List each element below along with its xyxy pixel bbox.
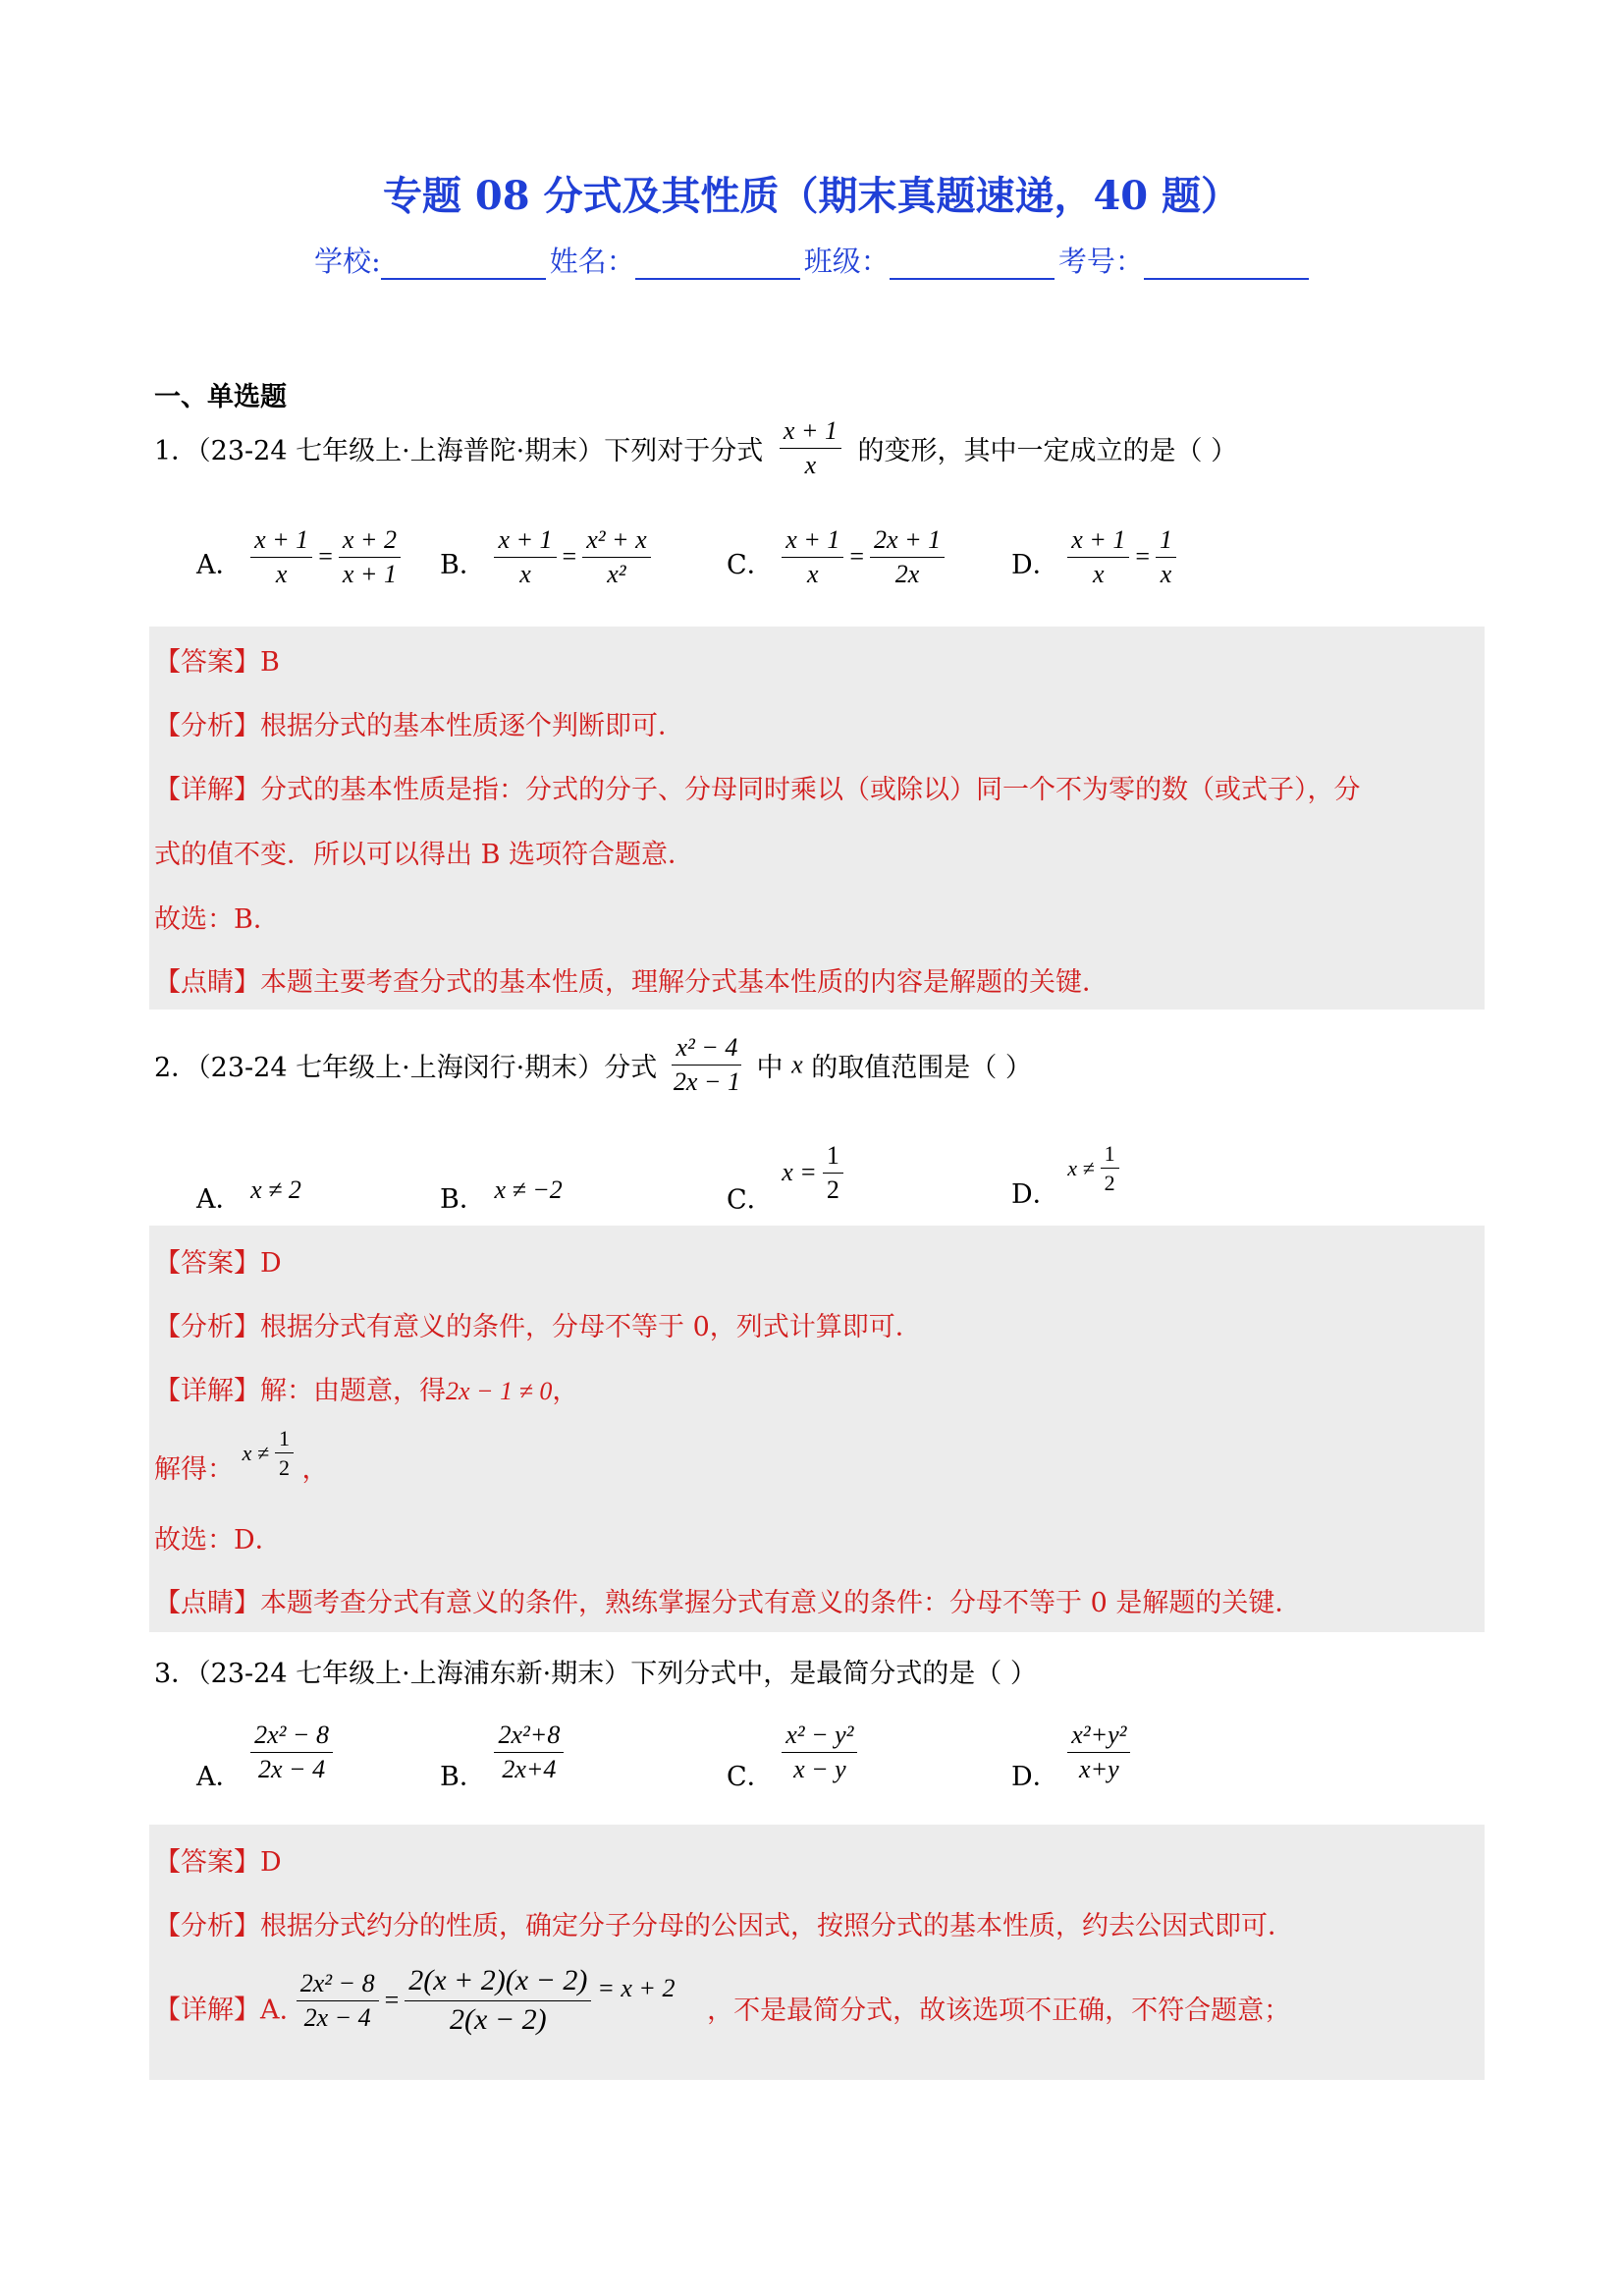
q2-option-d[interactable] (1011, 1141, 1119, 1211)
equals-sign: = (849, 542, 865, 572)
frac-num: 2x² − 8 (250, 1721, 333, 1753)
q2-prefix: 2．（23-24 七年级上·上海闵行·期末）分式 (154, 1052, 658, 1083)
fraction (250, 525, 312, 589)
q2-stem-fraction (670, 1033, 744, 1097)
q2-answer-box (149, 1226, 1485, 1632)
q2-detail-expr: 2x − 1 ≠ 0 (446, 1377, 553, 1405)
q3-option-a-label: A． (196, 1761, 243, 1792)
frac-den: x + 1 (342, 559, 397, 588)
q1-option-c-label: C． (727, 550, 774, 580)
equals-sign: = (562, 542, 577, 572)
frac-num: x² + x (582, 525, 650, 558)
q2-solve-lhs: x ≠ (242, 1440, 269, 1465)
frac-num: x + 1 (494, 525, 556, 558)
q2-solve-prefix: 解得： (154, 1453, 234, 1485)
q2-option-c-expr (782, 1141, 843, 1205)
frac-den: x (807, 559, 819, 588)
q1-option-b-label: B． (440, 550, 486, 580)
frac-num: 2x²+8 (494, 1721, 564, 1753)
q1-option-d-expr (1067, 525, 1176, 589)
frac-den: 2 (1104, 1171, 1115, 1196)
q3-analysis: 【分析】根据分式约分的性质，确定分子分母的公因式，按照分式的基本性质，约去公因式即可． (154, 1911, 1294, 1941)
q2-option-b[interactable] (440, 1175, 563, 1216)
q3-option-b[interactable] (440, 1721, 564, 1793)
q3-option-c-fraction (782, 1721, 857, 1784)
q2-option-d-expr (1067, 1141, 1118, 1196)
frac-num: 1 (823, 1141, 843, 1174)
q2-option-a-expr: x ≠ 2 (250, 1175, 301, 1204)
q2-option-b-label: B． (440, 1184, 486, 1215)
q1-suffix: 的变形，其中一定成立的是（ ） (857, 435, 1238, 466)
q3-option-d-fraction (1067, 1721, 1130, 1784)
frac-num: 2(x + 2)(x − 2) (405, 1964, 591, 2001)
q2-solve-suffix: ， (301, 1453, 329, 1485)
fraction (1101, 1141, 1119, 1196)
q3-option-a[interactable] (196, 1721, 333, 1793)
q1-option-d[interactable] (1011, 524, 1176, 589)
frac-den: 2 (278, 1455, 290, 1481)
q2-solve-expr (243, 1426, 294, 1481)
q1-detail-line1: 【详解】分式的基本性质是指：分式的分子、分母同时乘以（或除以）同一个不为零的数（或式子），分 (154, 775, 1361, 805)
frac-den: x (275, 559, 288, 588)
student-info-line (314, 240, 1313, 280)
name-label: 姓名： (549, 245, 635, 278)
q3-option-a-fraction (250, 1721, 333, 1784)
equals-sign: = (318, 542, 333, 572)
q3-option-c[interactable] (727, 1721, 857, 1793)
q3-stem: 3．（23-24 七年级上·上海浦东新·期末）下列分式中，是最简分式的是（ ） (154, 1659, 1037, 1689)
q1-option-b[interactable] (440, 524, 651, 589)
frac-den: x − y (793, 1754, 846, 1783)
q1-option-d-label: D． (1011, 550, 1059, 580)
equals-sign: = (1135, 542, 1151, 572)
fraction (275, 1426, 294, 1481)
frac-num: 1 (1156, 525, 1176, 558)
fraction (1156, 525, 1176, 589)
frac-num: x²+y² (1067, 1721, 1130, 1753)
fraction (297, 1969, 379, 2033)
q1-stem-frac-den: x (804, 450, 817, 479)
q2-option-d-label: D． (1011, 1178, 1059, 1210)
q3-option-b-label: B． (440, 1761, 486, 1792)
q2-option-a-label: A． (196, 1184, 243, 1215)
frac-den: x (519, 559, 531, 588)
q2-detail-suffix: ， (552, 1376, 579, 1406)
q1-option-a[interactable] (196, 524, 401, 589)
q1-option-a-expr (250, 525, 401, 589)
q1-option-c[interactable] (727, 524, 945, 589)
fraction (1067, 525, 1129, 589)
q2-option-c-lhs: x = (782, 1158, 817, 1187)
q2-analysis: 【分析】根据分式有意义的条件，分母不等于 0，列式计算即可． (154, 1312, 922, 1342)
q2-stem-frac-den: 2x − 1 (673, 1066, 740, 1096)
page-title: 专题 08 分式及其性质（期末真题速递，40 题） (382, 173, 1241, 219)
q3-detail-result: = x + 2 (597, 1974, 676, 2002)
fraction (494, 525, 556, 589)
q3-option-d[interactable] (1011, 1721, 1130, 1793)
q1-option-c-expr (782, 525, 945, 589)
section-title: 一、单选题 (154, 382, 287, 412)
q1-option-a-label: A． (196, 550, 243, 580)
q2-stem (154, 1033, 1032, 1097)
q2-middle: 中 (756, 1052, 784, 1083)
name-blank (635, 248, 800, 280)
q1-answer-box (149, 627, 1485, 1010)
number-blank (1144, 248, 1309, 280)
q2-option-c[interactable] (727, 1141, 843, 1216)
q1-analysis: 【分析】根据分式的基本性质逐个判断即可． (154, 711, 684, 741)
fraction (582, 525, 650, 589)
q2-option-a[interactable] (196, 1175, 301, 1216)
frac-den: x (1160, 559, 1172, 588)
q3-detail-prefix: 【详解】A. (154, 1995, 289, 2026)
q1-prefix: 1．（23-24 七年级上·上海普陀·期末）下列对于分式 (154, 435, 764, 466)
q1-stem-fraction (780, 416, 841, 480)
frac-den: 2 (826, 1175, 839, 1204)
q3-option-d-label: D． (1011, 1761, 1059, 1792)
q2-option-b-expr: x ≠ −2 (494, 1175, 563, 1204)
school-label: 学校: (314, 245, 381, 278)
q2-suffix: 的取值范围是（ ） (811, 1052, 1032, 1083)
frac-num: x² − y² (782, 1721, 857, 1753)
school-blank (381, 248, 546, 280)
frac-num: 1 (275, 1426, 294, 1453)
q2-option-c-label: C． (727, 1184, 774, 1216)
frac-den: 2x − 4 (257, 1754, 326, 1783)
q3-detail-suffix: ，不是最简分式，故该选项不正确，不符合题意； (707, 1995, 1291, 2026)
frac-num: x + 1 (782, 525, 843, 558)
frac-num: 2x + 1 (870, 525, 945, 558)
frac-den: x (1093, 559, 1105, 588)
frac-den: x+y (1079, 1754, 1119, 1783)
frac-num: 2x² − 8 (297, 1969, 379, 2001)
q2-comment: 【点睛】本题考查分式有意义的条件，熟练掌握分式有意义的条件：分母不等于 0 是解题的关键． (154, 1588, 1302, 1618)
fraction (782, 525, 843, 589)
q3-answer-box (149, 1825, 1485, 2080)
q2-stem-frac-num: x² − 4 (672, 1033, 741, 1066)
q1-stem (154, 416, 1237, 480)
q2-answer: 【答案】D (154, 1248, 282, 1279)
frac-num: x + 2 (339, 525, 401, 558)
q1-comment: 【点睛】本题主要考查分式的基本性质，理解分式基本性质的内容是解题的关键． (154, 967, 1109, 998)
q2-solve (154, 1426, 329, 1486)
fraction (405, 1964, 591, 2037)
q2-detail (154, 1369, 578, 1407)
equals-sign: = (384, 1986, 400, 2014)
frac-num: x + 1 (250, 525, 312, 558)
frac-den: 2(x − 2) (450, 2002, 547, 2036)
frac-den: 2x+4 (502, 1754, 557, 1783)
q2-choose: 故选：D． (154, 1525, 282, 1556)
frac-num: 1 (1101, 1141, 1119, 1169)
q1-detail-line2: 式的值不变．所以可以得出 B 选项符合题意． (154, 840, 695, 870)
q1-option-b-expr (494, 525, 650, 589)
q2-variable: x (791, 1050, 803, 1079)
q3-option-b-fraction (494, 1721, 564, 1784)
frac-den: 2x − 4 (303, 2002, 371, 2032)
q1-answer: 【答案】B (154, 647, 280, 678)
class-label: 班级： (803, 245, 890, 278)
q3-option-c-label: C． (727, 1761, 774, 1792)
q3-detail-expr (297, 1964, 676, 2037)
q1-choose: 故选：B． (154, 904, 280, 935)
number-label: 考号： (1057, 245, 1144, 278)
fraction (339, 525, 401, 589)
frac-den: x² (607, 559, 626, 588)
q1-stem-frac-num: x + 1 (780, 416, 841, 449)
q2-detail-prefix: 【详解】解：由题意，得 (154, 1376, 446, 1406)
fraction (870, 525, 945, 589)
q3-detail (154, 1964, 1290, 2037)
q2-option-d-lhs: x ≠ (1067, 1155, 1095, 1180)
frac-den: 2x (894, 559, 920, 588)
fraction (823, 1141, 843, 1205)
class-blank (890, 248, 1055, 280)
frac-num: x + 1 (1067, 525, 1129, 558)
q3-answer: 【答案】D (154, 1847, 282, 1878)
